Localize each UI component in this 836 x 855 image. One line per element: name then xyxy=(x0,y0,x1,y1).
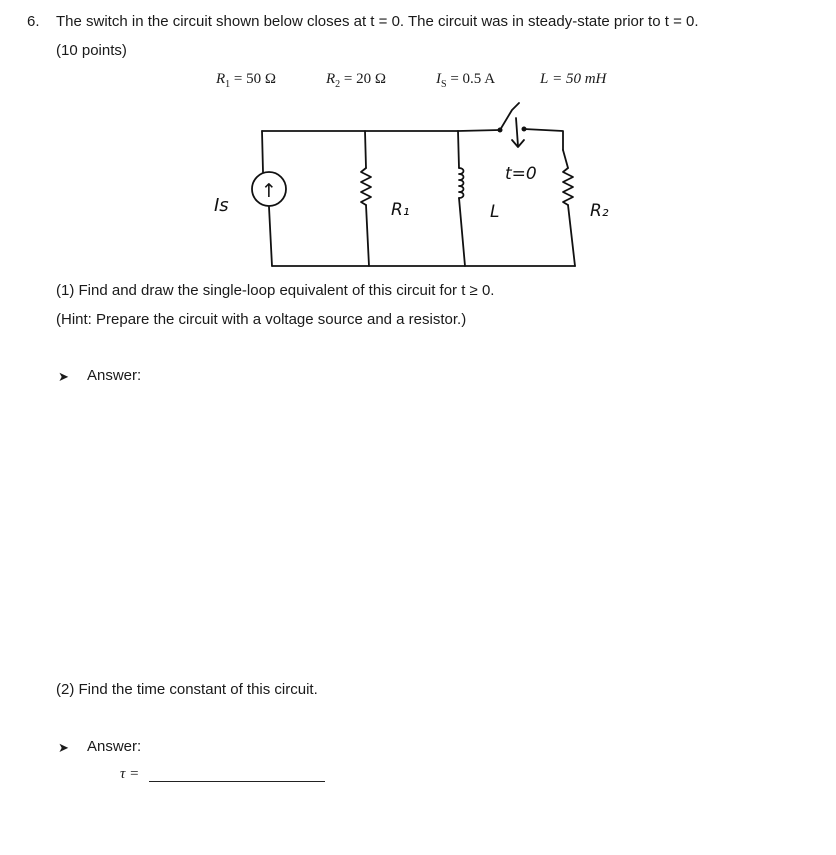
given-is-symbol: I xyxy=(436,71,441,87)
given-is-sub: S xyxy=(441,79,447,90)
r1-wire-top xyxy=(365,131,366,168)
tau-answer-line[interactable] xyxy=(149,781,325,782)
switch-pivot xyxy=(498,128,503,133)
r2-wire-top xyxy=(563,150,568,168)
problem-statement: The switch in the circuit shown below closes at t = 0. The circuit was in steady-state prior to t = 0. xyxy=(56,13,699,30)
part2-bullet-icon: ➤ xyxy=(58,740,69,755)
problem-points: (10 points) xyxy=(56,42,127,59)
switch-label: t=0 xyxy=(505,164,537,184)
switch-arrow-shaft xyxy=(516,118,518,146)
part2-question: (2) Find the time constant of this circuit. xyxy=(56,681,318,698)
tau-label xyxy=(120,766,139,783)
l-wire-top xyxy=(458,131,459,168)
part2-answer-label: Answer: xyxy=(87,738,142,755)
top-wire-switch-left xyxy=(458,130,500,131)
r1-resistor-zigzag xyxy=(361,168,371,205)
r1-label: R₁ xyxy=(391,200,410,220)
given-r2-symbol: R xyxy=(326,71,336,87)
given-r2-value: = 20 Ω xyxy=(343,71,387,87)
circuit-diagram xyxy=(0,0,836,300)
part1-question: (1) Find and draw the single-loop equivalent of this circuit for t ≥ 0. xyxy=(56,282,495,299)
switch-contact xyxy=(522,127,527,132)
given-r2-sub: 2 xyxy=(335,79,341,90)
given-r1-symbol: R xyxy=(216,71,226,87)
given-r1-value: = 50 Ω xyxy=(233,71,277,87)
source-wire-top xyxy=(262,131,263,172)
r1-wire-bottom xyxy=(366,205,369,266)
inductor-label: L xyxy=(490,202,500,222)
problem-number: 6. xyxy=(27,13,40,30)
given-l-symbol: L xyxy=(540,71,549,87)
top-wire-right xyxy=(524,129,563,150)
current-source-label: Is xyxy=(214,195,229,216)
part1-bullet-icon: ➤ xyxy=(58,369,69,384)
r2-wire-bottom xyxy=(568,205,575,266)
source-wire-bottom xyxy=(269,207,272,266)
current-source-arrow: ↑ xyxy=(261,180,277,202)
part1-answer-label: Answer: xyxy=(87,367,142,384)
l-wire-bottom xyxy=(459,198,465,266)
part1-hint: (Hint: Prepare the circuit with a voltage source and a resistor.) xyxy=(56,311,467,328)
given-r1-sub: 1 xyxy=(225,79,231,90)
given-is-value: = 0.5 A xyxy=(450,71,496,87)
r2-label: R₂ xyxy=(590,201,609,221)
inductor-coil xyxy=(459,168,464,198)
given-l-value: = 50 mH xyxy=(552,71,607,87)
tau-text: τ = xyxy=(120,766,140,782)
r2-resistor-zigzag xyxy=(563,168,573,205)
